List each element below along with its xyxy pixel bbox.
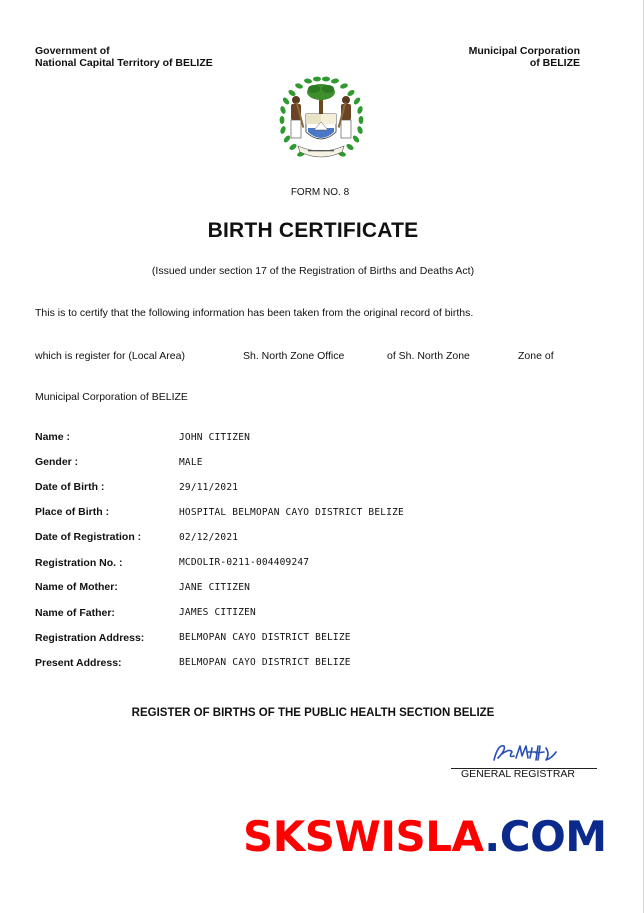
local-area-office: Sh. North Zone Office	[243, 350, 345, 362]
handwritten-signature-icon	[488, 740, 560, 766]
certificate-title: BIRTH CERTIFICATE	[207, 219, 419, 242]
local-area-of-zone: of Sh. North Zone	[387, 350, 470, 362]
field-label-name: Name :	[35, 431, 71, 443]
field-label-date-of-birth: Date of Birth :	[35, 481, 105, 493]
registrar-label: GENERAL REGISTRAR	[461, 768, 575, 780]
header-government-line2: National Capital Territory of BELIZE	[35, 57, 213, 69]
local-area-zone-of: Zone of	[518, 350, 554, 362]
issued-under-text: (Issued under section 17 of the Registration of Births and Deaths Act)	[151, 265, 475, 277]
field-label-gender: Gender :	[35, 456, 79, 468]
field-value-registration-no: MCDOLIR-0211-004409247	[179, 557, 310, 568]
watermark-text	[243, 812, 607, 862]
header-municipal-line1: Municipal Corporation	[468, 45, 580, 57]
local-area-prefix: which is register for (Local Area)	[35, 350, 185, 362]
field-value-father: JAMES CITIZEN	[179, 607, 256, 618]
field-label-present-address: Present Address:	[35, 657, 122, 669]
field-label-registration-address: Registration Address:	[35, 632, 145, 644]
header-municipal-line2: of BELIZE	[529, 57, 580, 69]
field-value-name: JOHN CITIZEN	[179, 432, 251, 443]
field-value-present-address: BELMOPAN CAYO DISTRICT BELIZE	[179, 657, 351, 668]
watermark-part1: SKSWISLA	[243, 812, 485, 861]
header-government-line1: Government of	[35, 45, 110, 57]
field-label-place-of-birth: Place of Birth :	[35, 506, 110, 518]
field-value-date-of-birth: 29/11/2021	[179, 482, 239, 493]
field-value-gender: MALE	[179, 457, 203, 468]
field-value-registration-address: BELMOPAN CAYO DISTRICT BELIZE	[179, 632, 351, 643]
field-label-father: Name of Father:	[35, 607, 115, 619]
municipal-line: Municipal Corporation of BELIZE	[35, 391, 188, 403]
header-government	[35, 45, 213, 69]
certify-statement: This is to certify that the following information has been taken from the original record of births.	[35, 307, 474, 319]
register-heading: REGISTER OF BIRTHS OF THE PUBLIC HEALTH SECTION BELIZE	[131, 707, 495, 719]
field-value-date-of-registration: 02/12/2021	[179, 532, 239, 543]
form-number: FORM NO. 8	[290, 187, 350, 198]
field-label-mother: Name of Mother:	[35, 581, 118, 593]
field-label-date-of-registration: Date of Registration :	[35, 531, 142, 543]
field-value-place-of-birth: HOSPITAL BELMOPAN CAYO DISTRICT BELIZE	[179, 507, 404, 518]
watermark-part2: .COM	[484, 812, 607, 861]
field-label-registration-no: Registration No. :	[35, 557, 123, 569]
belize-coat-of-arms-icon	[272, 72, 370, 168]
header-municipal	[469, 45, 580, 69]
field-value-mother: JANE CITIZEN	[179, 582, 251, 593]
